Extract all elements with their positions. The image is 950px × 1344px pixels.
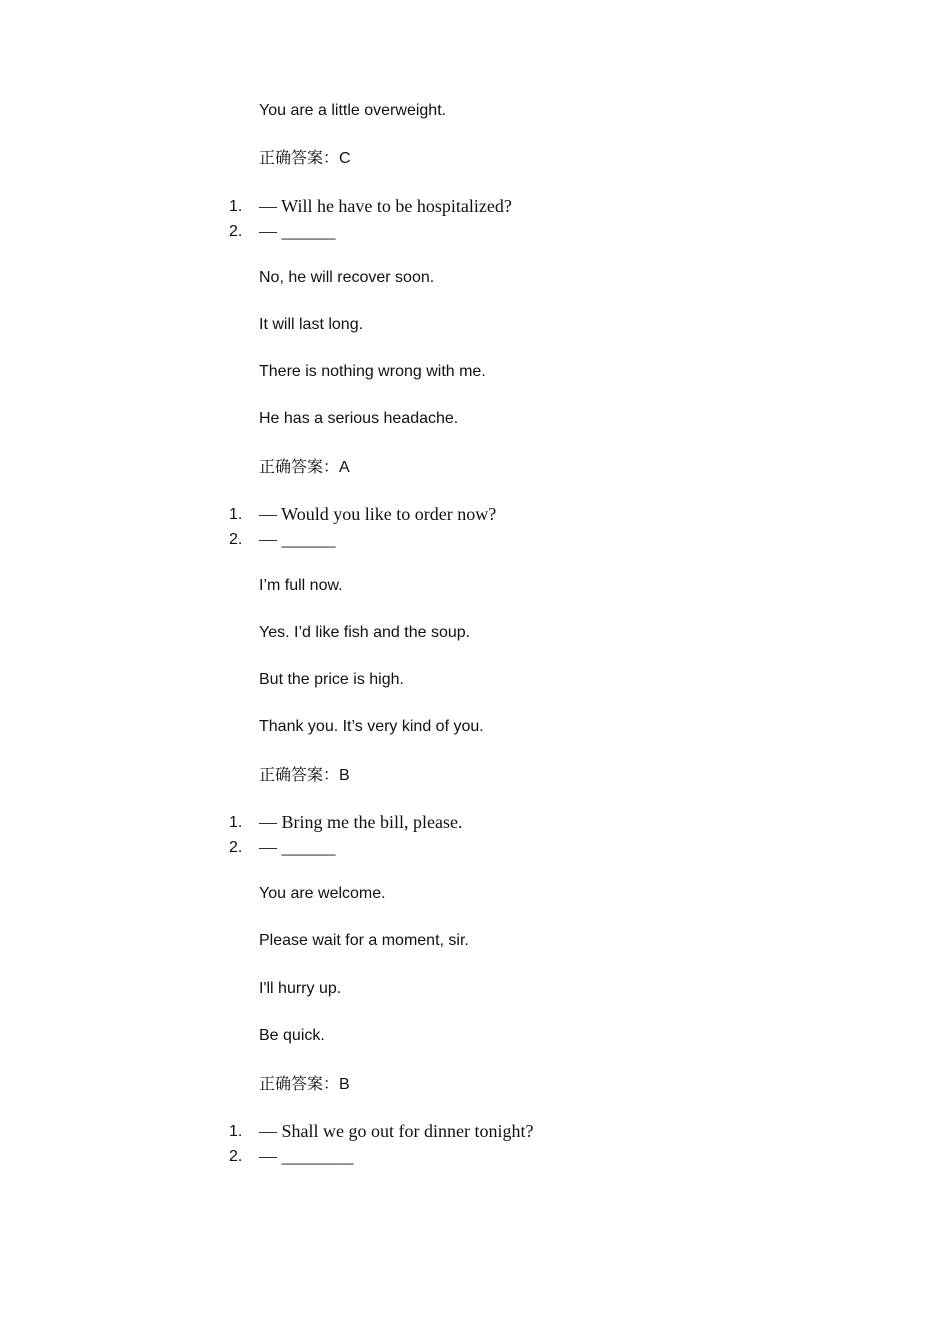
question-number: 1.	[229, 814, 243, 831]
question-prompt: — Bring me the bill, please.	[259, 812, 463, 832]
question-number: 2.	[229, 1148, 243, 1165]
answer-label: 正确答案：	[259, 765, 340, 784]
option-text: He has a serious headache.	[259, 410, 459, 427]
question-blank: — ______	[259, 221, 336, 241]
question-prompt: — Shall we go out for dinner tonight?	[259, 1121, 534, 1141]
answer-letter: C	[339, 150, 351, 167]
option-text: You are a little overweight.	[259, 102, 447, 119]
question-number: 2.	[229, 839, 243, 856]
answer-label: 正确答案：	[259, 1074, 340, 1093]
correct-answer	[259, 147, 351, 170]
correct-answer	[259, 456, 350, 479]
answer-letter: B	[339, 767, 350, 784]
question-number: 1.	[229, 506, 243, 523]
option-text: It will last long.	[259, 316, 364, 333]
option-text: There is nothing wrong with me.	[259, 363, 486, 380]
question-prompt: — Would you like to order now?	[259, 504, 497, 524]
option-text: Yes. I’d like fish and the soup.	[259, 624, 471, 641]
question-number: 2.	[229, 223, 243, 240]
option-text: Thank you. It’s very kind of you.	[259, 718, 484, 735]
answer-label: 正确答案：	[259, 148, 340, 167]
option-text: But the price is high.	[259, 671, 404, 688]
question-number: 1.	[229, 1123, 243, 1140]
question-blank: — ________	[259, 1146, 354, 1166]
option-text: Be quick.	[259, 1027, 325, 1044]
question-number: 2.	[229, 531, 243, 548]
answer-letter: B	[339, 1076, 350, 1093]
question-blank: — ______	[259, 529, 336, 549]
option-text: I'll hurry up.	[259, 980, 342, 997]
question-number: 1.	[229, 198, 243, 215]
option-text: No, he will recover soon.	[259, 269, 435, 286]
question-prompt: — Will he have to be hospitalized?	[259, 196, 512, 216]
correct-answer	[259, 764, 350, 787]
correct-answer	[259, 1073, 350, 1096]
option-text: Please wait for a moment, sir.	[259, 932, 469, 949]
answer-label: 正确答案：	[259, 457, 340, 476]
answer-letter: A	[339, 459, 350, 476]
option-text: I’m full now.	[259, 577, 343, 594]
question-blank: — ______	[259, 837, 336, 857]
option-text: You are welcome.	[259, 885, 386, 902]
